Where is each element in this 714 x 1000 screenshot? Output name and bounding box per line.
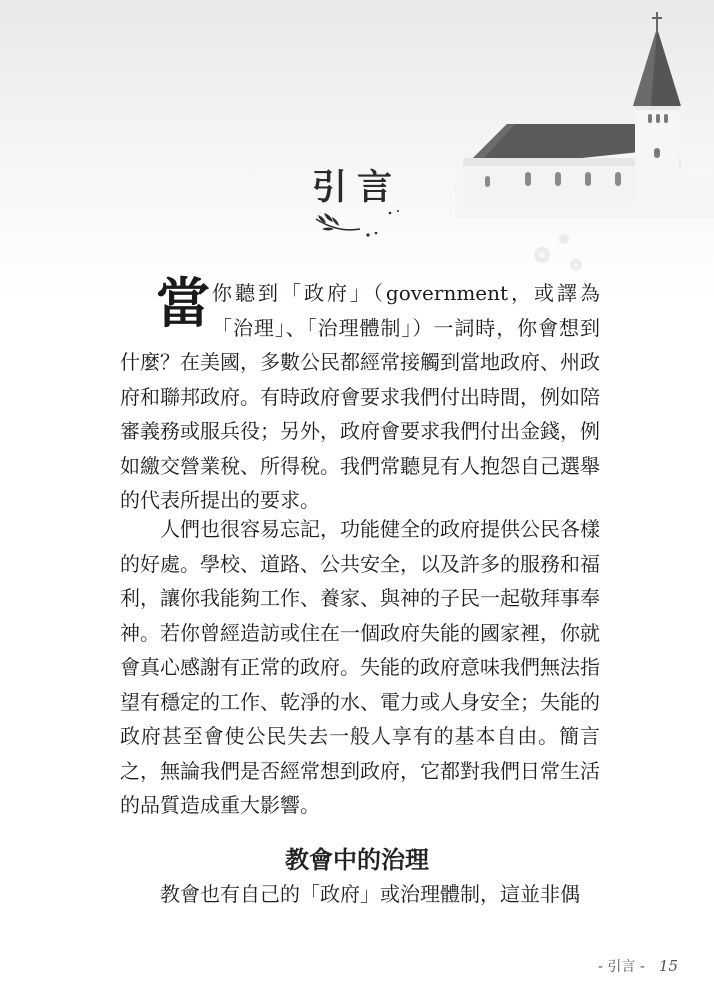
leaf-sprig-ornament-icon: [310, 205, 410, 245]
page-number: 15: [658, 957, 678, 975]
page-title: 引言: [311, 167, 402, 208]
intro-text: 你聽到「政府」（government，或譯為「治理」、「治理體制」）一詞時，你會想到什麼？在美國，多數公民都經常接觸到當地政府、州政府和聯邦政府。有時政府會要求我們付出時間，例如陪審義務或服兵役；另外，政府會要求我們付出金錢，例如繳交營業稅、所得稅。我們常聽見有人抱怨自己選舉的代表所提出的要求。: [120, 281, 600, 512]
drop-cap: 當: [156, 271, 210, 335]
paragraph-3: 教會也有自己的「政府」或治理體制，這並非偶: [160, 882, 580, 906]
section-heading: 教會中的治理: [285, 845, 429, 874]
page-footer: [598, 956, 678, 976]
intro-paragraph: [120, 271, 600, 518]
paragraph-2: 人們也很容易忘記，功能健全的政府提供公民各樣的好處。學校、道路、公共安全，以及許多的服務和福利，讓你我能夠工作、養家、與神的子民一起敬拜事奉神。若你曾經造訪或住在一個政府失能的國家裡，你就會真心感謝有正常的政府。失能的政府意味我們無法指望有穩定的工作、乾淨的水、電力或人身安全；失能的政府甚至會使公民失去一般人享有的基本自由。簡言之，無論我們是否經常想到政府，它都對我們日常生活的品質造成重大影響。: [120, 517, 600, 817]
footer-section-label: - 引言 -: [597, 959, 645, 975]
